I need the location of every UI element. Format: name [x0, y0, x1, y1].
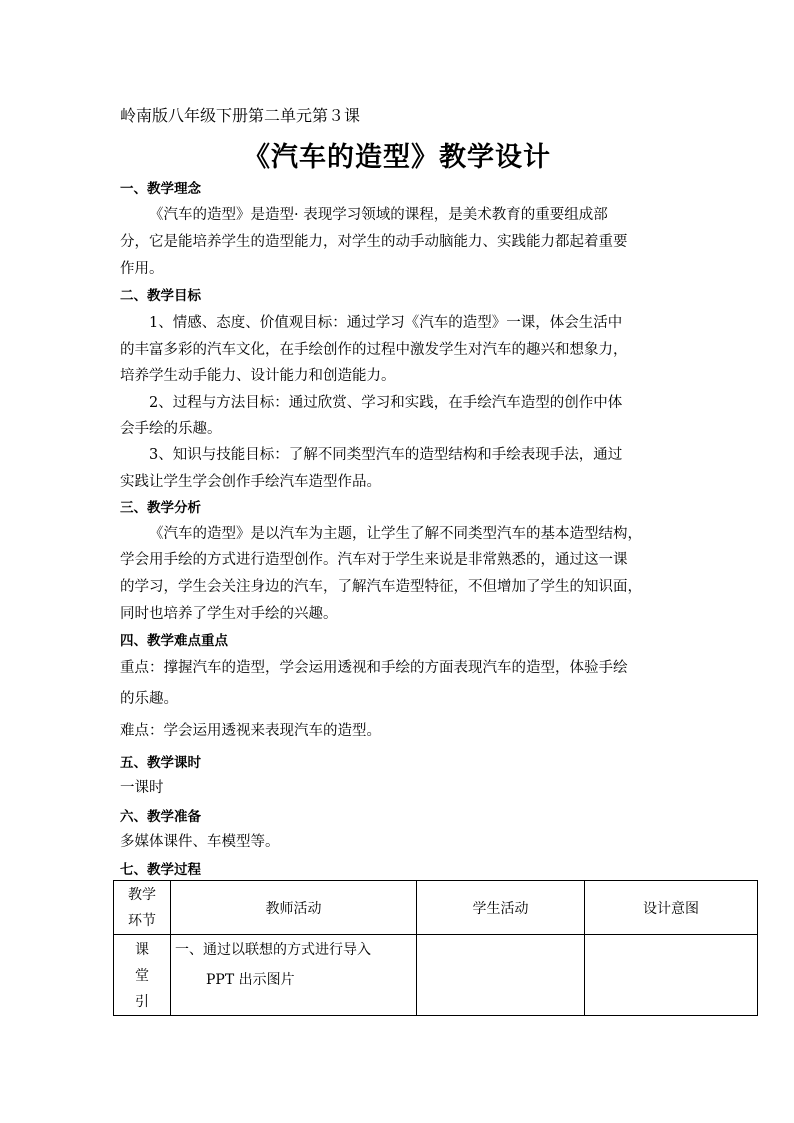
header-stage	[114, 881, 171, 935]
paragraph-line: 同时也培养了学生对手绘的兴趣。	[120, 606, 338, 622]
stage-char: 课	[135, 942, 149, 958]
paragraph-line: 会手绘的乐趣。	[120, 421, 222, 437]
section-heading-teaching-goals: 二、教学目标	[120, 288, 201, 304]
paragraph-line: 学会用手绘的方式进行造型创作。汽车对于学生来说是非常熟悉的，通过这一课	[120, 552, 628, 568]
paragraph-line: 的学习，学生会关注身边的汽车，了解汽车造型特征，不但增加了学生的知识面，	[120, 579, 642, 595]
cell-teacher-activity	[171, 935, 417, 1016]
table-row	[114, 935, 758, 1016]
section-heading-teaching-process: 七、教学过程	[120, 862, 201, 878]
paragraph-line: 培养学生动手能力、设计能力和创造能力。	[120, 368, 396, 384]
section-heading-teaching-analysis: 三、教学分析	[120, 500, 201, 516]
header-stage-line: 环节	[128, 912, 156, 929]
paragraph-line: 2、过程与方法目标：通过欣赏、学习和实践，在手绘汽车造型的创作中体	[149, 395, 623, 411]
paragraph-line: 3、知识与技能目标：了解不同类型汽车的造型结构和手绘表现手法，通过	[149, 447, 623, 463]
paragraph-line: 重点：撑握汽车的造型，学会运用透视和手绘的方面表现汽车的造型，体验手绘	[120, 660, 628, 676]
header-student-activity: 学生活动	[417, 881, 585, 935]
section-heading-key-points: 四、教学难点重点	[120, 633, 228, 649]
header-teacher-activity: 教师活动	[171, 881, 417, 935]
cell-stage	[114, 935, 171, 1016]
paragraph-line: 《汽车的造型》是以汽车为主题，让学生了解不同类型汽车的基本造型结构，	[149, 526, 642, 542]
paragraph-line: 分，它是能培养学生的造型能力，对学生的动手动脑能力、实践能力都起着重要	[120, 234, 628, 250]
teacher-line: PPT 出示图片	[206, 972, 295, 988]
lesson-subtitle: 岭南版八年级下册第二单元第３课	[120, 106, 361, 125]
header-stage-line: 教学	[128, 886, 156, 903]
paragraph-line: 《汽车的造型》是造型· 表现学习领域的课程，是美术教育的重要组成部	[149, 207, 608, 223]
paragraph-line: 1、情感、态度、价值观目标：通过学习《汽车的造型》一课，体会生活中	[149, 315, 623, 331]
paragraph-line: 难点：学会运用透视来表现汽车的造型。	[120, 723, 381, 739]
table-header-row	[114, 881, 758, 935]
paragraph-line: 多媒体课件、车模型等。	[120, 834, 280, 850]
paragraph-line: 的乐趣。	[120, 691, 178, 707]
stage-char: 引	[135, 994, 149, 1010]
cell-design-intent	[585, 935, 758, 1016]
stage-char: 堂	[135, 968, 149, 984]
cell-student-activity	[417, 935, 585, 1016]
section-heading-preparation: 六、教学准备	[120, 809, 201, 825]
paragraph-line: 的丰富多彩的汽车文化，在手绘创作的过程中激发学生对汽车的趣兴和想象力，	[120, 342, 628, 358]
teaching-process-table	[113, 880, 758, 1016]
document-title: 《汽车的造型》教学设计	[243, 142, 551, 173]
section-heading-teaching-concept: 一、教学理念	[120, 181, 201, 197]
teacher-line: 一、通过以联想的方式进行导入	[175, 942, 371, 958]
paragraph-line: 实践让学生学会创作手绘汽车造型作品。	[120, 474, 381, 490]
paragraph-line: 一课时	[120, 780, 164, 796]
section-heading-class-hours: 五、教学课时	[120, 755, 201, 771]
paragraph-line: 作用。	[120, 261, 164, 277]
header-design-intent: 设计意图	[585, 881, 758, 935]
